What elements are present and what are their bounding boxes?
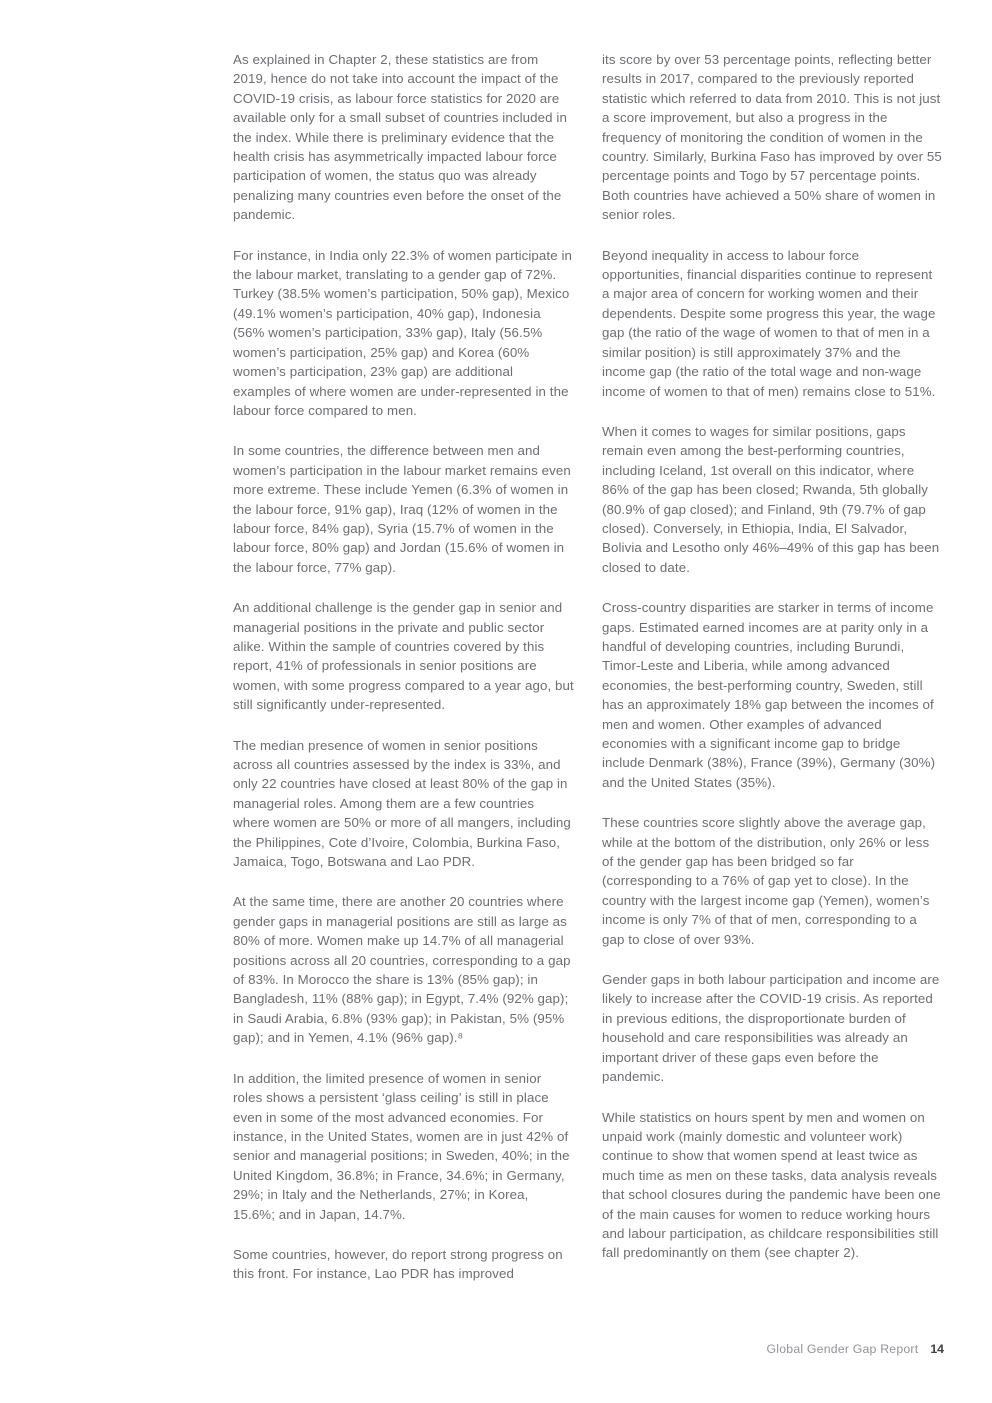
right-column	[602, 50, 943, 1284]
paragraph: its score by over 53 percentage points, reflecting better results in 2017, compared to the previously reported statistic which referred to data from 2010. This is not just a score improvement, but also a progress in the frequency of monitoring the condition of women in the country. Similarly, Burkina Faso has improved by over 55 percentage points and Togo by 57 percentage points. Both countries have achieved a 50% share of women in senior roles.	[602, 52, 942, 223]
paragraph: When it comes to wages for similar positions, gaps remain even among the best-performing countries, including Iceland, 1st overall on this indicator, where 86% of the gap has been closed; Rwanda, 5th globally (80.9% of gap closed); and Finland, 9th (79.7% of gap closed). Conversely, in Ethiopia, India, El Salvador, Bolivia and Lesotho only 46%–49% of this gap has been closed to date.	[602, 423, 940, 575]
left-column	[233, 50, 574, 1284]
paragraph: Gender gaps in both labour participation and income are likely to increase after the COVID-19 crisis. As reported in previous editions, the disproportionate burden of household and care responsibilities was already an important driver of these gaps even before the pandemic.	[602, 972, 940, 1085]
paragraph: While statistics on hours spent by men and women on unpaid work (mainly domestic and volunteer work) continue to show that women spend at least twice as much time as men on these tasks, data analysis reveals that school closures during the pandemic have been one of the main causes for women to reduce working hours and labour participation, as childcare responsibilities still fall predominantly on them (see chapter 2).	[602, 1109, 941, 1261]
paragraph: The median presence of women in senior positions across all countries assessed by the index is 33%, and only 22 countries have closed at least 80% of the gap in managerial roles. Among them are a few countries where women are 50% or more of all mangers, including the Philippines, Cote d’Ivoire, Colombia, Burkina Faso, Jamaica, Togo, Botswana and Lao PDR.	[233, 737, 571, 870]
paragraph: In addition, the limited presence of women in senior roles shows a persistent ‘glass ceiling’ is still in place even in some of the most advanced economies. For instance, in the United States, women are in just 42% of senior and managerial positions; in Sweden, 40%; in the United Kingdom, 36.8%; in France, 34.6%; in Germany, 29%; in Italy and the Netherlands, 27%; in Korea, 15.6%; and in Japan, 14.7%.	[233, 1070, 570, 1222]
paragraph: In some countries, the difference between men and women’s participation in the labour market remains even more extreme. These include Yemen (6.3% of women in the labour force, 91% gap), Iraq (12% of women in the labour force, 84% gap), Syria (15.7% of women in the labour force, 80% gap) and Jordan (15.6% of women in the labour force, 77% gap).	[233, 443, 571, 575]
footer-report-title: Global Gender Gap Report	[766, 1342, 919, 1356]
paragraph: These countries score slightly above the average gap, while at the bottom of the distribution, only 26% or less of the gender gap has been bridged so far (corresponding to a 76% of gap yet to close). In the country with the largest income gap (Yemen), women’s income is only 7% of that of men, corresponding to a gap to close of over 93%.	[602, 815, 930, 947]
page-footer	[767, 1341, 944, 1357]
body-text	[233, 50, 943, 1284]
paragraph: Cross-country disparities are starker in terms of income gaps. Estimated earned incomes are at parity only in a handful of developing countries, including Burundi, Timor-Leste and Liberia, while among advanced economies, the best-performing country, Sweden, still has an approximately 18% gap between the incomes of men and women. Other examples of advanced economies with a significant income gap to bridge include Denmark (38%), France (39%), Germany (30%) and the United States (35%).	[602, 600, 936, 790]
footer-page-number: 14	[930, 1342, 944, 1356]
paragraph: Some countries, however, do report strong progress on this front. For instance, Lao PDR has improved	[233, 1246, 563, 1282]
paragraph: For instance, in India only 22.3% of women participate in the labour market, translating to a gender gap of 72%. Turkey (38.5% women’s participation, 50% gap), Mexico (49.1% women’s participation, 40% gap), Indonesia (56% women’s participation, 33% gap), Italy (56.5% women’s participation, 25% gap) and Korea (60% women’s participation, 23% gap) are additional examples of where women are under-represented in the labour force compared to men.	[233, 247, 573, 418]
paragraph: At the same time, there are another 20 countries where gender gaps in managerial positions are still as large as 80% of more. Women make up 14.7% of all managerial positions across all 20 countries, corresponding to a gap of 83%. In Morocco the share is 13% (85% gap); in Bangladesh, 11% (88% gap); in Egypt, 7.4% (92% gap); in Saudi Arabia, 6.8% (93% gap); in Pakistan, 5% (95% gap); and in Yemen, 4.1% (96% gap).⁸	[233, 894, 571, 1046]
paragraph: As explained in Chapter 2, these statistics are from 2019, hence do not take into account the impact of the COVID-19 crisis, as labour force statistics for 2020 are available only for a small subset of countries included in the index. While there is preliminary evidence that the health crisis has asymmetrically impacted labour force participation of women, the status quo was already penalizing many countries even before the onset of the pandemic.	[233, 52, 567, 223]
paragraph: Beyond inequality in access to labour force opportunities, financial disparities continue to represent a major area of concern for working women and their dependents. Despite some progress this year, the wage gap (the ratio of the wage of women to that of men in a similar position) is still approximately 37% and the income gap (the ratio of the total wage and non-wage income of women to that of men) remains close to 51%.	[602, 247, 936, 399]
paragraph: An additional challenge is the gender gap in senior and managerial positions in the private and public sector alike. Within the sample of countries covered by this report, 41% of professionals in senior positions are women, with some progress compared to a year ago, but still significantly under-represented.	[233, 600, 574, 713]
